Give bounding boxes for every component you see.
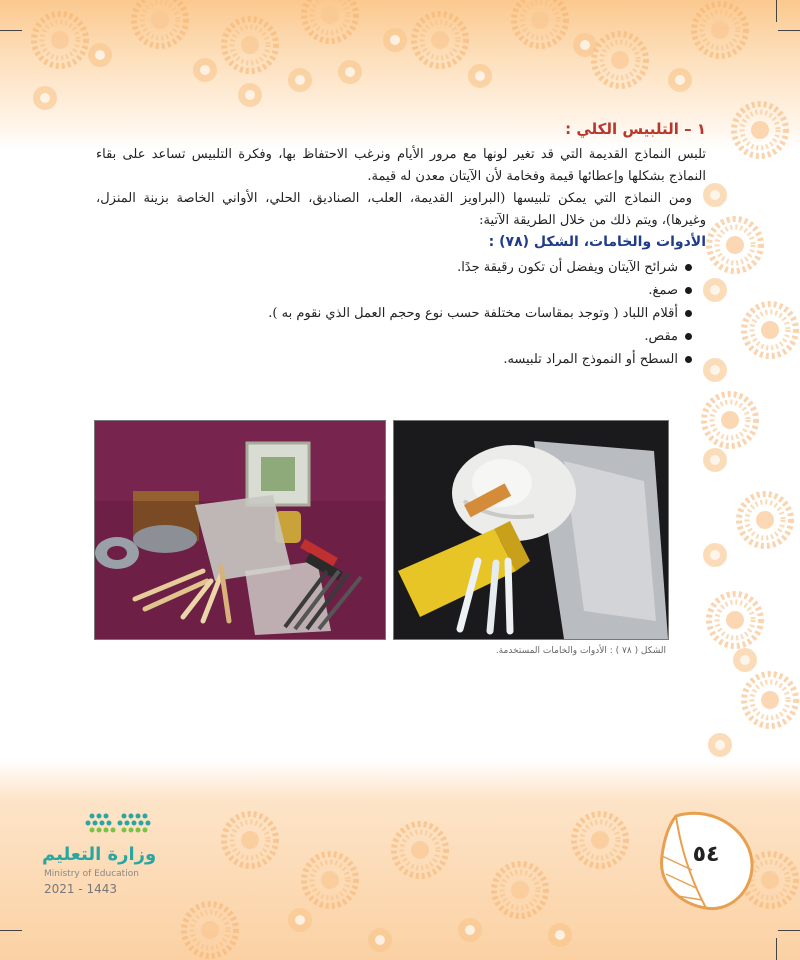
crop-mark: [778, 30, 800, 31]
list-item-text: صمغ.: [648, 283, 678, 298]
list-item-text: أقلام اللباد ( وتوجد بمقاسات مختلفة حسب نوع وحجم العمل الذي نقوم به ).: [268, 306, 678, 321]
crop-mark: [0, 930, 22, 931]
section-heading: [96, 120, 706, 138]
list-item: [96, 302, 692, 325]
crop-mark: [776, 938, 777, 960]
bullet-icon: [685, 333, 692, 340]
section-number: ١ –: [684, 120, 706, 138]
list-item: [96, 325, 692, 348]
main-content: [96, 120, 706, 371]
paragraph: ومن النماذج التي يمكن تلبيسها (البراويز القديمة، العلب، الصناديق، الحلي، الأواني الخاصة بزينة المنزل، وغيرها)، ويتم ذلك من خلال الطريقة الآتية:: [96, 191, 706, 228]
list-item-text: مقص.: [644, 329, 678, 344]
list-item-text: السطح أو النموذج المراد تلبيسه.: [503, 352, 678, 367]
list-item: [96, 256, 692, 279]
tools-heading: الأدوات والخامات، الشكل (٧٨) :: [488, 234, 706, 250]
ministry-year: 2021 - 1443: [44, 882, 118, 896]
figure-caption: الشكل ( ٧٨ ) : الأدوات والخامات المستخدمة.: [495, 646, 666, 656]
crop-mark: [776, 0, 777, 22]
paragraph: تلبس النماذج القديمة التي قد تغير لونها مع مرور الأيام ونرغب الاحتفاظ بها، وفكرة التلبيس تساعد على بقاء النماذج بشكلها وإعطائها قيمة وفخامة لأن الآيتان معدن له قيمة.: [96, 147, 706, 184]
ministry-name-arabic: وزارة التعليم: [42, 844, 157, 865]
bullet-icon: [685, 264, 692, 271]
list-item: [96, 279, 692, 302]
ministry-name-english: Ministry of Education: [44, 869, 139, 879]
bullet-icon: [685, 287, 692, 294]
photo-tools-purple: [94, 420, 386, 640]
bullet-icon: [685, 356, 692, 363]
tools-list: [96, 256, 706, 371]
crop-mark: [0, 30, 22, 31]
ministry-logo: [42, 812, 192, 902]
list-item-text: شرائح الآيتان ويفضل أن تكون رقيقة جدًا.: [457, 260, 678, 275]
page-number: ٥٤: [692, 842, 720, 867]
list-item: [96, 348, 692, 371]
crop-mark: [778, 930, 800, 931]
bullet-icon: [685, 310, 692, 317]
section-title: التلبيس الكلي :: [565, 120, 679, 138]
photo-foil-relief: [393, 420, 669, 640]
